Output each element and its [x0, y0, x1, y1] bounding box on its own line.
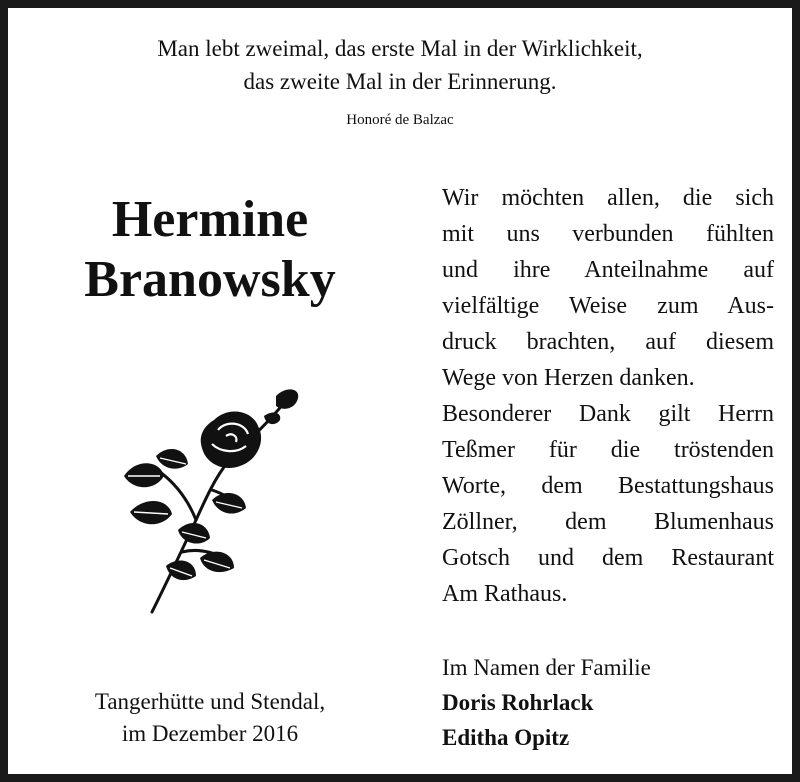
thanks-line: Teßmer für die tröstenden	[442, 437, 774, 463]
family-signature	[442, 650, 782, 755]
thanks-line: mit uns verbunden fühlten	[442, 221, 774, 247]
place-line: Tangerhütte und Stendal,	[94, 689, 326, 714]
family-intro: Im Namen der Familie	[442, 655, 651, 680]
thanks-line: vielfältige Weise zum Aus-	[442, 293, 774, 319]
family-member-name: Editha Opitz	[442, 725, 570, 750]
rose-icon	[116, 380, 306, 616]
deceased-first-name: Hermine	[111, 191, 309, 248]
thanks-text	[442, 180, 774, 612]
thanks-line: Zöllner, dem Blumenhaus	[442, 509, 774, 535]
date-line: im Dezember 2016	[121, 721, 299, 746]
thanks-line: und ihre Anteilnahme auf	[442, 257, 774, 283]
quote	[8, 32, 792, 98]
quote-line-2: das zweite Mal in der Erinnerung.	[243, 69, 557, 94]
quote-author: Honoré de Balzac	[346, 112, 454, 128]
thanks-line: Wir möchten allen, die sich	[442, 185, 774, 211]
thanks-line: Gotsch und dem Restaurant	[442, 545, 774, 571]
thanks-line: druck brachten, auf diesem	[442, 329, 774, 355]
deceased-name	[30, 190, 390, 310]
thanks-line: Am Rathaus.	[442, 581, 568, 607]
thanks-line: Besonderer Dank gilt Herrn	[442, 401, 774, 427]
place-and-date	[30, 686, 390, 750]
thanks-line: Worte, dem Bestattungshaus	[442, 473, 774, 499]
quote-line-1: Man lebt zweimal, das erste Mal in der Wirklichkeit,	[157, 36, 643, 61]
deceased-last-name: Branowsky	[84, 251, 336, 308]
family-member-name: Doris Rohrlack	[442, 690, 594, 715]
thanks-line: Wege von Herzen danken.	[442, 365, 695, 391]
